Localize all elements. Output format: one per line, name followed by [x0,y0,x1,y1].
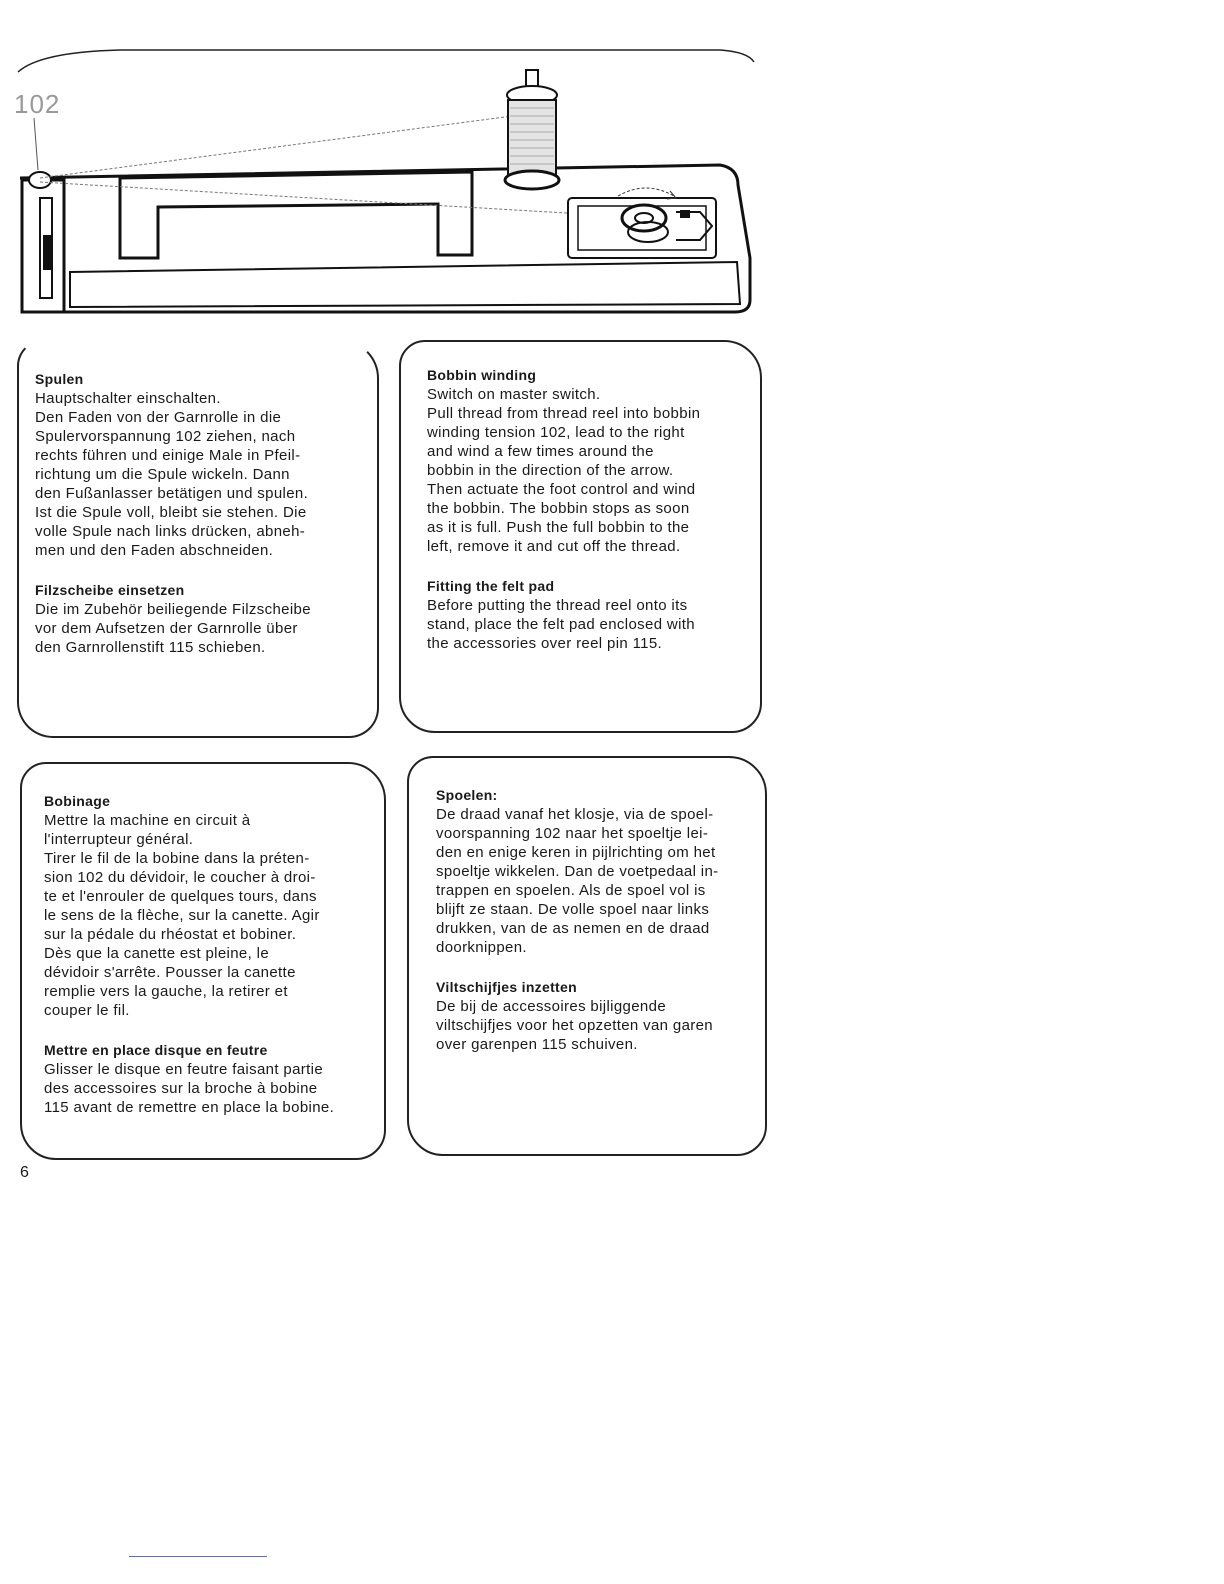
section-body: Glisser le disque en feutre faisant partie des accessoires sur la broche à bobine 115 avant de remettre en place la bobine. [44,1061,335,1116]
section-body: Hauptschalter einschalten. Den Faden von der Garnrolle in die Spulervorspannung 102 ziehen, nach rechts führen und einige Male in Pfeil- richtung um die Spule wickeln. Dann den Fußanlasser betätigen und spulen. Ist die Spule voll, bleibt sie stehen. Die volle Spule nach links drücken, abneh- men und den Faden abschneiden. [35,390,309,559]
panel-german [17,340,379,738]
footer-rule [129,1556,267,1557]
section-heading: Mettre en place disque en feutre [44,1042,268,1058]
section-body: De bij de accessoires bijliggende viltschijfjes voor het opzetten van garen over garenpen 115 schuiven. [436,998,713,1053]
section-heading: Fitting the felt pad [427,578,555,594]
section-heading: Spulen [35,371,84,387]
panel-french [20,762,386,1160]
panel-dutch [407,756,767,1156]
section-heading: Spoelen: [436,787,498,803]
bobbin-winder-illustration [0,0,770,330]
section-body: Switch on master switch. Pull thread from thread reel into bobbin winding tension 102, lead to the right and wind a few times around the bobbin in the direction of the arrow. Then actuate the foot control and wind the bobbin. The bobbin stops as soon as it is full. Push the full bobbin to the left, remove it and cut off the thread. [427,386,701,555]
section-body: Mettre la machine en circuit à l'interrupteur général. Tirer le fil de la bobine dans la préten- sion 102 du dévidoir, le coucher à droi- te et l'enrouler de quelques tours, dans le sens de la flèche, sur la canette. Agir sur la pédale du rhéostat et bobiner. Dès que la canette est pleine, le dévidoir s'arrête. Pousser la canette remplie vers la gauche, la retirer et couper le fil. [44,812,320,1019]
section-body: Before putting the thread reel onto its stand, place the felt pad enclosed with the accessories over reel pin 115. [427,597,695,652]
section-body: Die im Zubehör beiliegende Filzscheibe vor dem Aufsetzen der Garnrolle über den Garnrollenstift 115 schieben. [35,601,311,656]
page-number: 6 [20,1164,29,1181]
section-heading: Filzscheibe einsetzen [35,582,185,598]
section-heading: Bobinage [44,793,111,809]
section-body: De draad vanaf het klosje, via de spoel- voorspanning 102 naar het spoeltje lei- den en enige keren in pijlrichting om het spoeltje wikkelen. Dan de voetpedaal in- trappen en spoelen. Als de spoel vol is blijft ze staan. De volle spoel naar links drukken, van de as nemen en de draad doorknippen. [436,806,719,956]
callout-label-102: 102 [14,89,61,119]
section-heading: Bobbin winding [427,367,537,383]
panel-english [399,340,762,733]
section-heading: Viltschijfjes inzetten [436,979,577,995]
